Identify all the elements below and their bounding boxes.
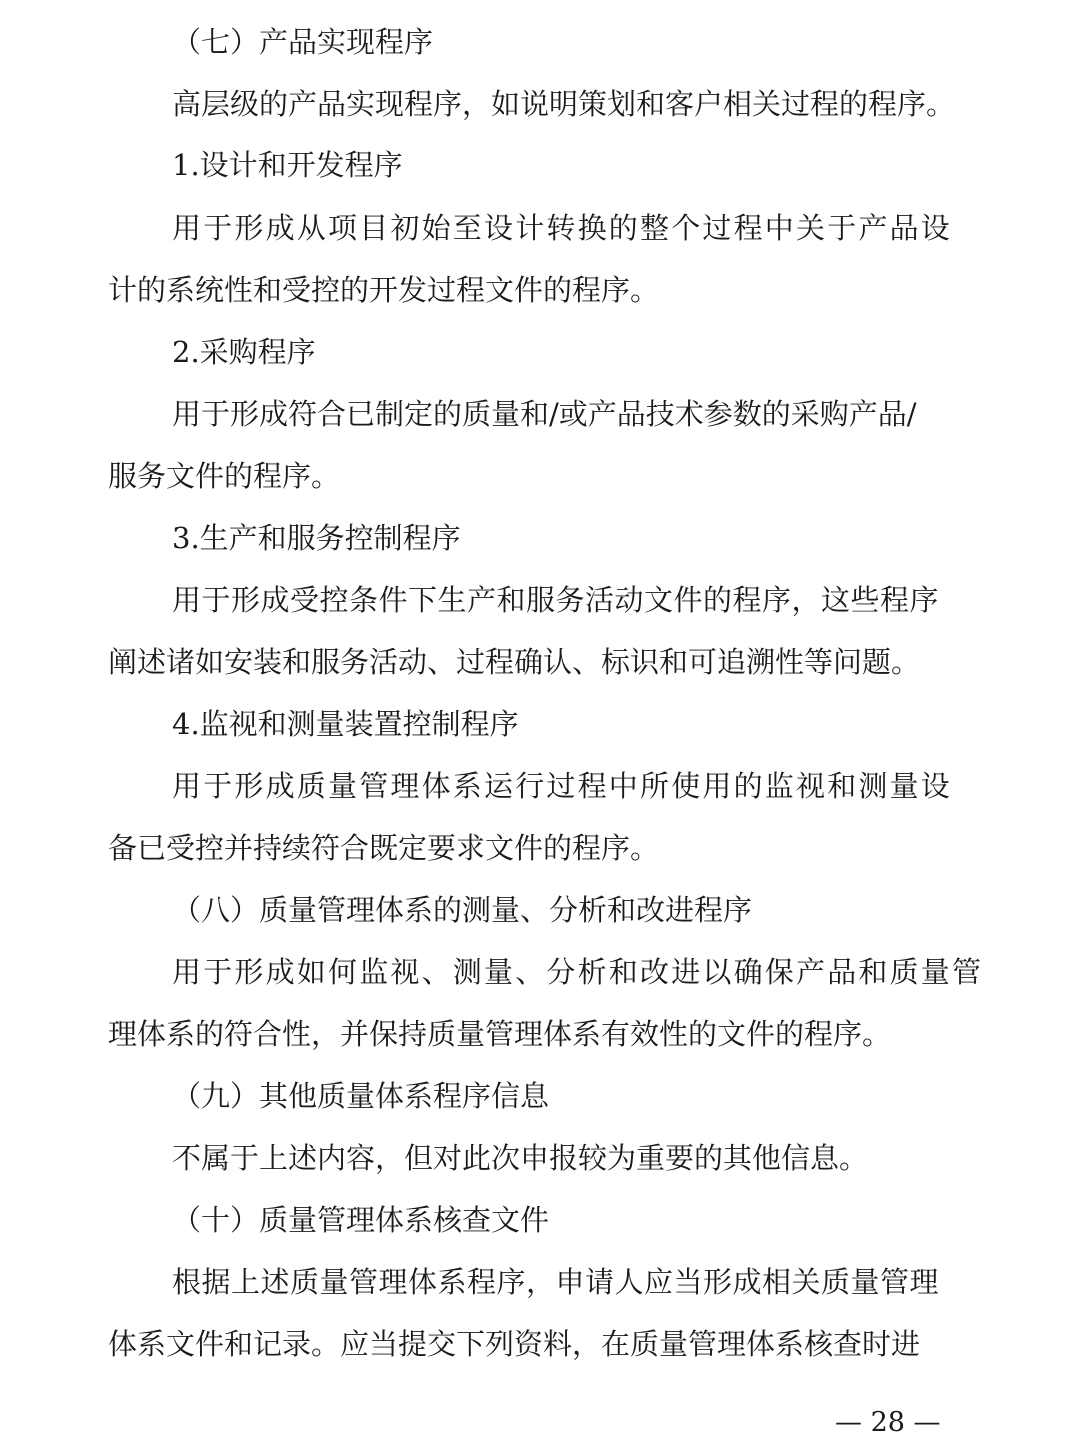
section-heading-10: （十）质量管理体系核查文件 <box>172 1203 550 1237</box>
paragraph-line: 备已受控并持续符合既定要求文件的程序。 <box>108 831 660 865</box>
paragraph-line: 用于形成质量管理体系运行过程中所使用的监视和测量设 <box>172 769 953 803</box>
paragraph-line: 高层级的产品实现程序，如说明策划和客户相关过程的程序。 <box>172 87 956 121</box>
subsection-heading-4: 4.监视和测量装置控制程序 <box>172 707 519 741</box>
paragraph-line: 体系文件和记录。应当提交下列资料，在质量管理体系核查时进 <box>108 1327 921 1361</box>
subsection-heading-3: 3.生产和服务控制程序 <box>172 521 461 555</box>
subsection-heading-2: 2.采购程序 <box>172 335 316 369</box>
page-number: — 28 — <box>835 1407 941 1438</box>
paragraph-line: 用于形成从项目初始至设计转换的整个过程中关于产品设 <box>172 211 953 245</box>
subsection-heading-1: 1.设计和开发程序 <box>172 148 403 182</box>
paragraph-line: 用于形成符合已制定的质量和/或产品技术参数的采购产品/ <box>172 397 917 431</box>
paragraph-line: 理体系的符合性，并保持质量管理体系有效性的文件的程序。 <box>108 1017 892 1051</box>
paragraph-line: 阐述诸如安装和服务活动、过程确认、标识和可追溯性等问题。 <box>108 645 921 679</box>
paragraph-line: 计的系统性和受控的开发过程文件的程序。 <box>108 273 660 307</box>
paragraph-line: 用于形成受控条件下生产和服务活动文件的程序，这些程序 <box>172 583 940 617</box>
section-heading-7: （七）产品实现程序 <box>172 25 434 59</box>
paragraph-line: 不属于上述内容，但对此次申报较为重要的其他信息。 <box>172 1141 869 1175</box>
paragraph-line: 根据上述质量管理体系程序，申请人应当形成相关质量管理 <box>172 1265 940 1299</box>
paragraph-line: 服务文件的程序。 <box>108 459 341 493</box>
section-heading-9: （九）其他质量体系程序信息 <box>172 1079 550 1113</box>
paragraph-line: 用于形成如何监视、测量、分析和改进以确保产品和质量管 <box>172 955 984 989</box>
section-heading-8: （八）质量管理体系的测量、分析和改进程序 <box>172 893 753 927</box>
